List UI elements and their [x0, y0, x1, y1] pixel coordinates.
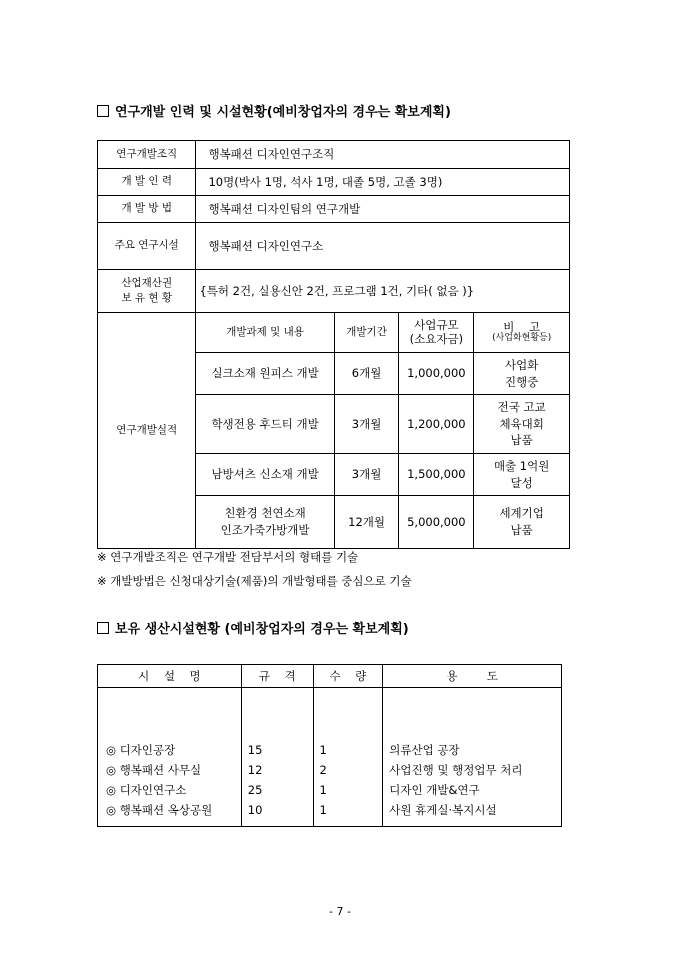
- facility-use: 사업진행 및 행정업무 처리: [389, 763, 523, 777]
- header-scale-line1: 사업규모: [414, 317, 459, 332]
- rnd-row-ip: [98, 270, 570, 313]
- facility-spec: 12: [247, 763, 263, 777]
- facility-spec: 15: [247, 743, 263, 757]
- section1-title: [97, 101, 451, 120]
- facility-spec: 25: [247, 783, 263, 797]
- rnd-label: 연구개발조직: [98, 141, 196, 169]
- facility-name: ◎ 행복패션 옥상공원: [106, 803, 213, 817]
- achievement-scale: 1,000,000: [399, 353, 474, 395]
- facility-name: ◎ 행복패션 사무실: [106, 763, 202, 777]
- facility-name: ◎ 디자인공장: [106, 743, 176, 757]
- achievement-task: [196, 496, 334, 549]
- achievement-note: [474, 353, 570, 395]
- section2-title: [97, 618, 409, 637]
- page-number: - 7 -: [329, 905, 351, 918]
- note-line: ※ 연구개발조직은 연구개발 전담부서의 형태를 기술: [97, 550, 359, 564]
- rnd-table: [97, 140, 570, 549]
- achievement-period: 12개월: [334, 496, 399, 549]
- achievement-note-line3: 납품: [510, 433, 533, 448]
- rnd-row-method: [98, 196, 570, 223]
- rnd-value: 행복패션 디자인연구조직: [196, 141, 570, 169]
- achievement-note-line1: 세계기업: [499, 506, 544, 521]
- facility-qty: 1: [319, 743, 327, 757]
- achievement-note-line2: 체육대회: [499, 416, 544, 431]
- note-line: ※ 개발방법은 신청대상기술(제품)의 개발형태를 중심으로 기술: [97, 574, 412, 588]
- header-qty: 수 량: [313, 665, 383, 688]
- checkbox-square-icon: [97, 622, 109, 634]
- ip-label-line2: 보 유 현 황: [121, 292, 173, 304]
- rnd-row-staff: [98, 169, 570, 196]
- achievement-note-line2: 달성: [510, 475, 533, 490]
- header-period: 개발기간: [334, 313, 399, 353]
- rnd-value: 행복패션 디자인팀의 연구개발: [196, 196, 570, 223]
- rnd-value: 10명(박사 1명, 석사 1명, 대졸 5명, 고졸 3명): [196, 169, 570, 196]
- ip-label: [98, 270, 196, 313]
- facility-name-column: [98, 688, 242, 827]
- header-name: 시 설 명: [98, 665, 242, 688]
- achievement-scale: 1,200,000: [399, 395, 474, 454]
- header-note-line2: (사업화현황등): [492, 333, 552, 344]
- rnd-label: 주요 연구시설: [98, 223, 196, 270]
- facility-use-column: [383, 688, 562, 827]
- facilities-header-row: [98, 665, 562, 688]
- achievement-task-line1: 친환경 천연소재: [224, 506, 306, 521]
- achievement-note-line2: 진행중: [504, 374, 539, 389]
- achievement-label: 연구개발실적: [98, 313, 196, 549]
- achievement-note-line1: 사업화: [504, 357, 539, 372]
- facility-use: 사원 휴게실·복지시설: [389, 803, 497, 817]
- rnd-label: 개 발 인 력: [98, 169, 196, 196]
- achievement-note-line1: 전국 고교: [497, 399, 546, 414]
- header-scale-line2: (소요자금): [409, 331, 464, 346]
- facility-qty: 2: [319, 763, 327, 777]
- achievement-period: 3개월: [334, 454, 399, 496]
- facility-qty: 1: [319, 783, 327, 797]
- achievement-task: 남방셔츠 신소재 개발: [196, 454, 334, 496]
- achievement-note: [474, 454, 570, 496]
- facility-use: 디자인 개발&연구: [389, 783, 480, 797]
- header-note: [474, 313, 570, 353]
- header-spec: 규 격: [241, 665, 313, 688]
- facilities-body-row: [98, 688, 562, 827]
- achievement-task: 학생전용 후드티 개발: [196, 395, 334, 454]
- facility-qty: 1: [319, 803, 327, 817]
- achievement-note: [474, 395, 570, 454]
- rnd-label: 개 발 방 법: [98, 196, 196, 223]
- rnd-row-facility: [98, 223, 570, 270]
- achievement-period: 3개월: [334, 395, 399, 454]
- achievement-task-line2: 인조가죽가방개발: [220, 523, 310, 537]
- achievement-period: 6개월: [334, 353, 399, 395]
- ip-value: {특허 2건, 실용신안 2건, 프로그램 1건, 기타( 없음 )}: [196, 270, 570, 313]
- rnd-row-org: [98, 141, 570, 169]
- achievement-note-line2: 납품: [510, 523, 533, 537]
- ip-label-line1: 산업재산권: [121, 276, 173, 289]
- rnd-value: 행복패션 디자인연구소: [196, 223, 570, 270]
- header-scale: [399, 313, 474, 353]
- facilities-table: [97, 664, 562, 827]
- achievement-note-line1: 매출 1억원: [493, 458, 550, 473]
- header-note-line1: 비 고: [503, 319, 541, 334]
- facility-name: ◎ 디자인연구소: [106, 783, 187, 797]
- achievement-scale: 1,500,000: [399, 454, 474, 496]
- header-use: 용 도: [383, 665, 562, 688]
- facility-qty-column: [313, 688, 383, 827]
- achievement-header-row: [98, 313, 570, 353]
- facility-spec: 10: [247, 803, 263, 817]
- section1-title-text: 연구개발 인력 및 시설현황(예비창업자의 경우는 확보계획): [115, 105, 451, 120]
- facility-spec-column: [241, 688, 313, 827]
- section2-title-text: 보유 생산시설현황 (예비창업자의 경우는 확보계획): [115, 622, 409, 637]
- facility-use: 의류산업 공장: [389, 743, 460, 757]
- header-task: 개발과제 및 내용: [196, 313, 334, 353]
- achievement-scale: 5,000,000: [399, 496, 474, 549]
- checkbox-square-icon: [97, 105, 109, 117]
- achievement-note: [474, 496, 570, 549]
- achievement-task: 실크소재 원피스 개발: [196, 353, 334, 395]
